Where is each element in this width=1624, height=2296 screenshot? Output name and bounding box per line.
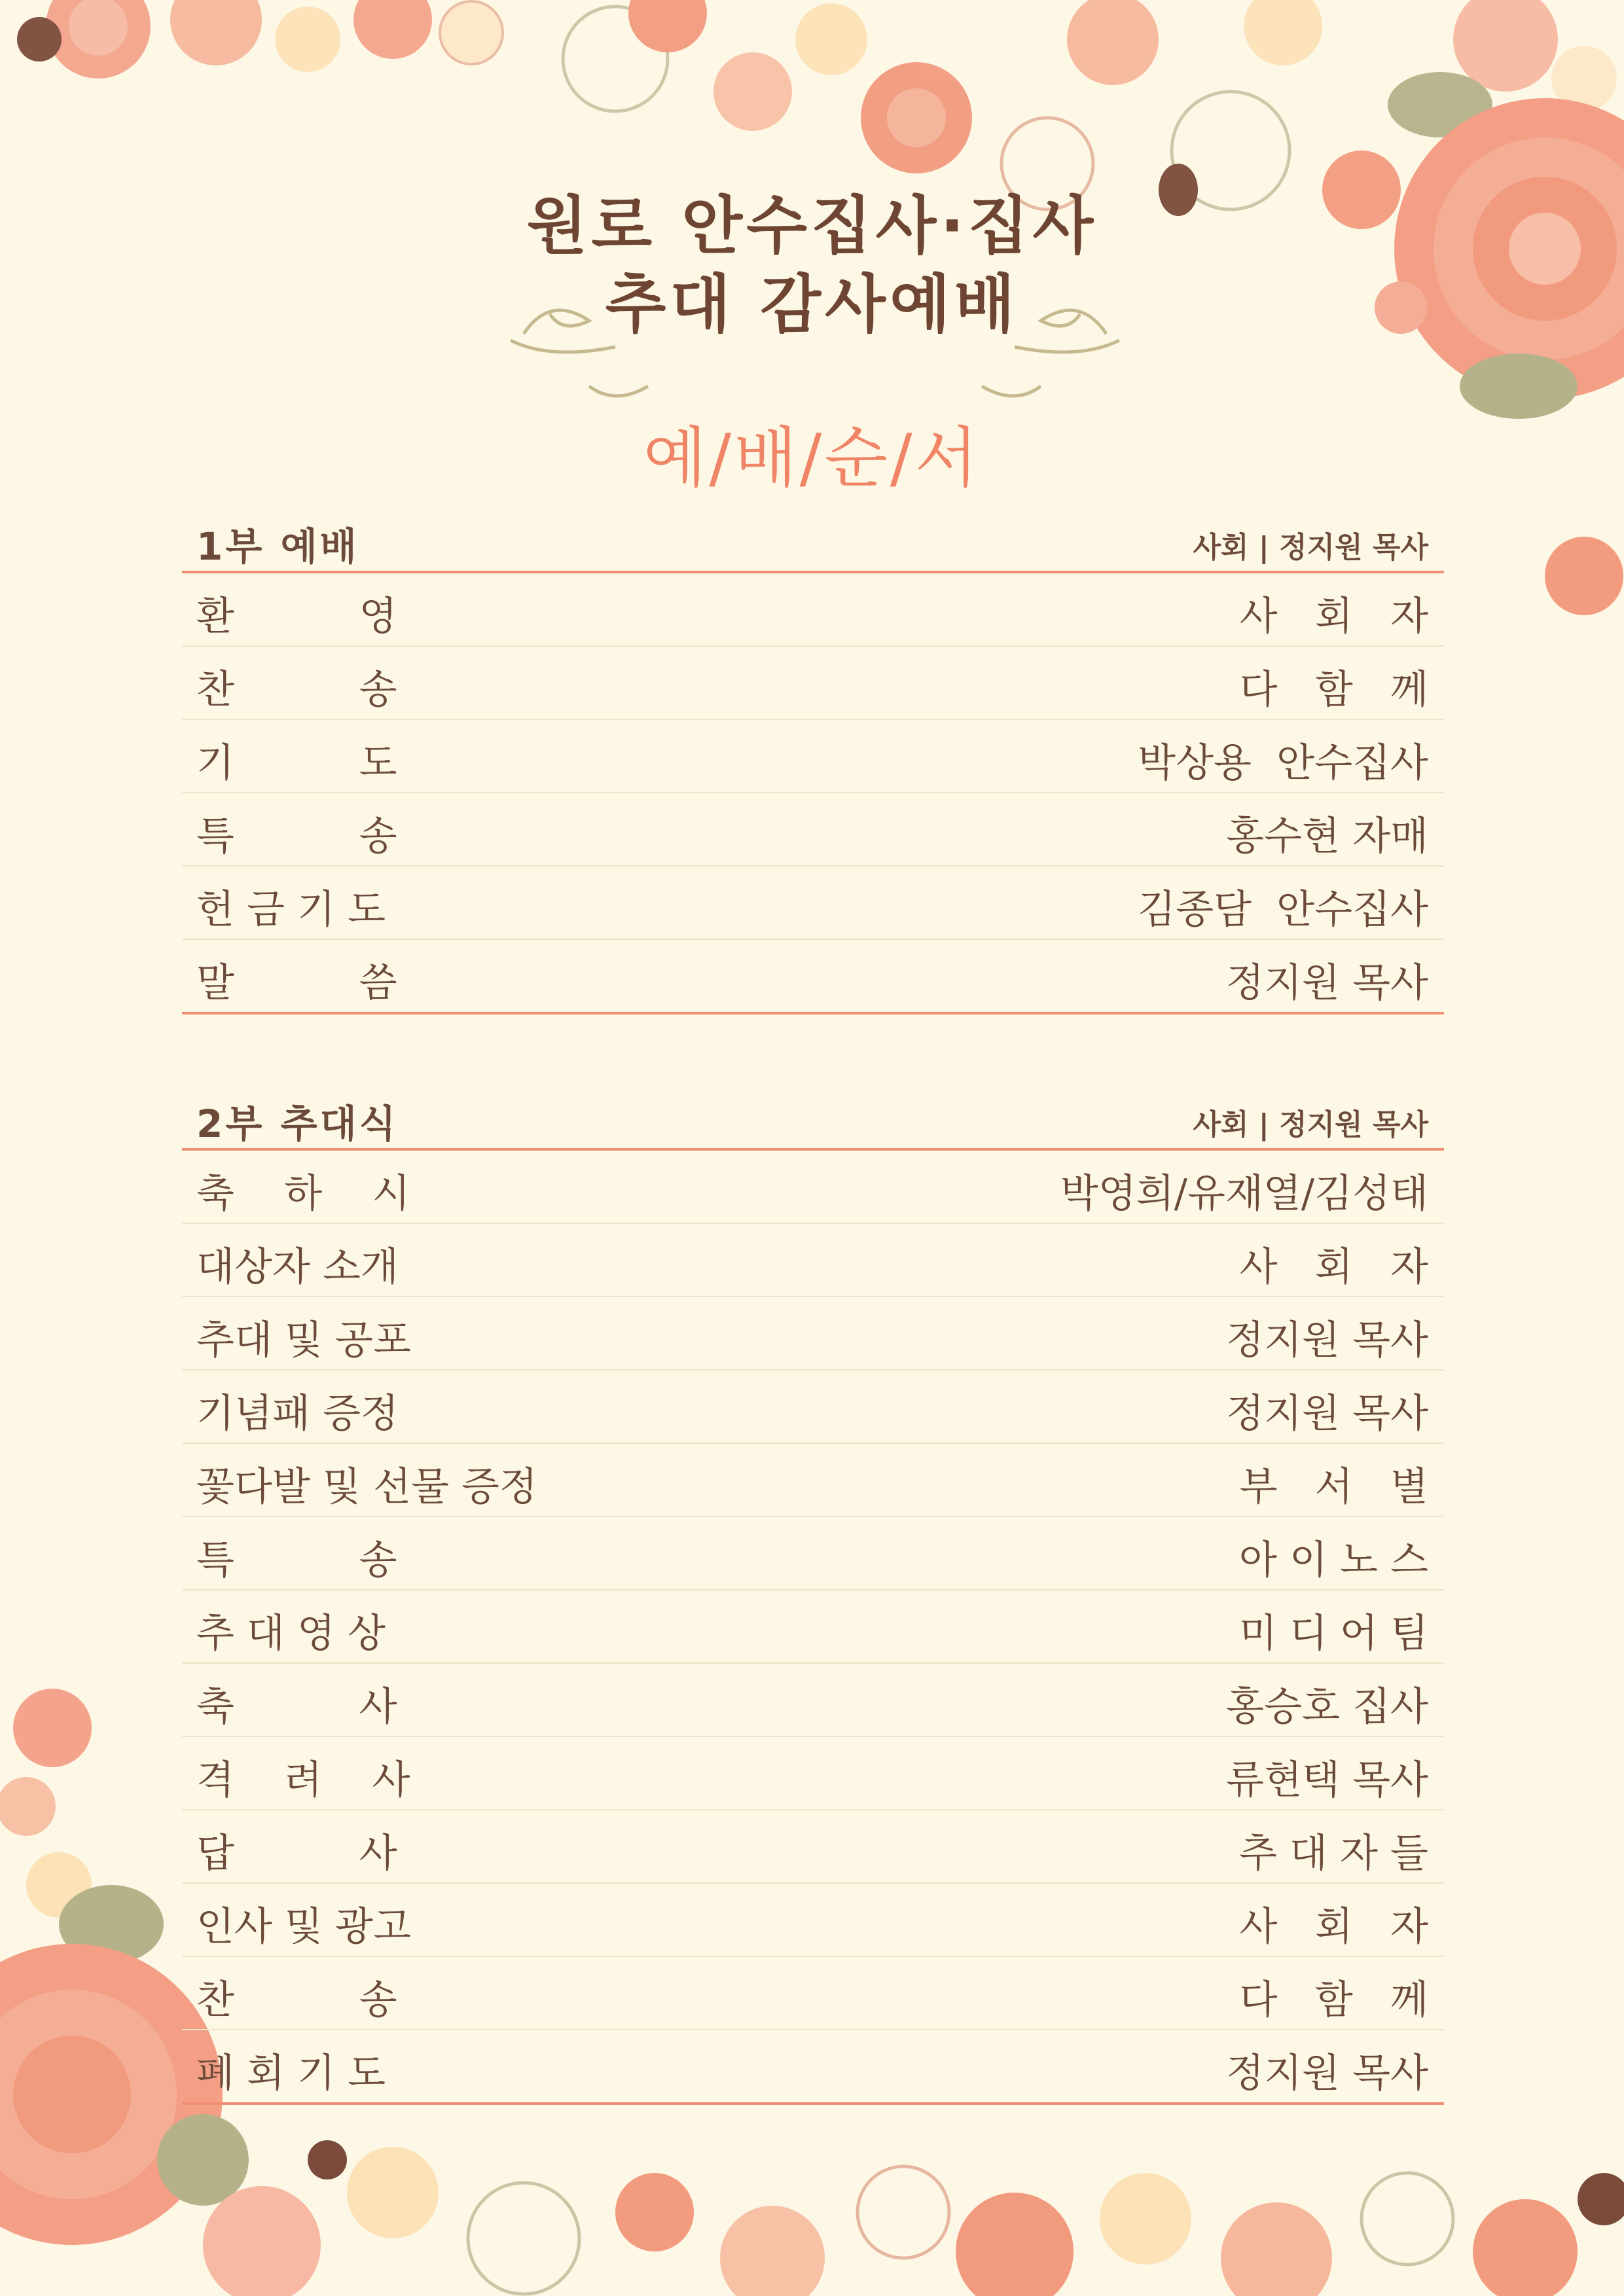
row-label: 헌 금 기 도 — [196, 887, 386, 933]
row-value: 김종담 안수집사 — [1138, 887, 1428, 933]
row-label: 꽃다발 및 선물 증정 — [196, 1464, 537, 1510]
row-label: 특 송 — [196, 1537, 397, 1583]
row-value: 다 함 께 — [1239, 667, 1428, 713]
row-label: 격 려 사 — [196, 1757, 410, 1803]
program-row — [182, 1590, 1444, 1664]
title-line-2: 추대 감사예배 — [605, 268, 1019, 341]
section-title: 1부 예배 — [196, 524, 359, 569]
section-part-1 — [182, 511, 1444, 1014]
program-row — [182, 647, 1444, 720]
program-row — [182, 793, 1444, 867]
row-label: 기 도 — [196, 740, 397, 786]
row-label: 추대 및 공포 — [196, 1318, 411, 1363]
row-value: 정지원 목사 — [1226, 1391, 1428, 1437]
row-value: 홍수현 자매 — [1226, 814, 1428, 859]
program-row — [182, 720, 1444, 793]
program-row — [182, 1664, 1444, 1737]
row-label: 말 씀 — [196, 960, 397, 1006]
section-host: 사회 | 정지원 목사 — [1193, 531, 1428, 564]
row-label: 찬 송 — [196, 1977, 397, 2023]
row-label: 폐 회 기 도 — [196, 2051, 386, 2096]
row-value: 사 회 자 — [1239, 1244, 1428, 1290]
row-value: 사 회 자 — [1239, 594, 1428, 639]
row-value: 추 대 자 들 — [1238, 1831, 1428, 1876]
program-row — [182, 940, 1444, 1014]
program-row — [182, 1224, 1444, 1297]
row-value: 류현택 목사 — [1226, 1757, 1428, 1803]
program-row — [182, 1371, 1444, 1444]
section-title: 2부 추대식 — [196, 1102, 399, 1146]
row-label: 특 송 — [196, 814, 397, 859]
program-row — [182, 1884, 1444, 1957]
section-host: 사회 | 정지원 목사 — [1193, 1108, 1428, 1141]
section-header — [182, 511, 1444, 573]
row-value: 미 디 어 팀 — [1238, 1611, 1428, 1657]
flower-cluster-top-left — [17, 0, 503, 79]
row-label: 추 대 영 상 — [196, 1611, 386, 1657]
row-label: 환 영 — [196, 594, 397, 639]
row-value: 사 회 자 — [1239, 1904, 1428, 1950]
program-row — [182, 2030, 1444, 2105]
program-row — [182, 1737, 1444, 1810]
row-label: 인사 및 광고 — [196, 1904, 411, 1950]
row-label: 찬 송 — [196, 667, 397, 713]
title-line-1: 원로 안수집사·집사 — [526, 189, 1098, 262]
program-row — [182, 573, 1444, 647]
row-label: 축 하 시 — [196, 1171, 410, 1217]
row-label: 대상자 소개 — [196, 1244, 399, 1290]
program-row — [182, 867, 1444, 940]
row-value: 아 이 노 스 — [1238, 1537, 1428, 1583]
program-row — [182, 1151, 1444, 1224]
subtitle: 예/배/순/서 — [643, 420, 981, 496]
program-row — [182, 1957, 1444, 2030]
row-value: 다 함 께 — [1239, 1977, 1428, 2023]
row-value: 정지원 목사 — [1226, 1318, 1428, 1363]
row-value: 박영희/유재열/김성태 — [1060, 1171, 1428, 1217]
row-value: 부 서 별 — [1239, 1464, 1428, 1510]
program-row — [182, 1517, 1444, 1590]
row-value: 정지원 목사 — [1226, 960, 1428, 1006]
program-row — [182, 1297, 1444, 1371]
row-label: 답 사 — [196, 1831, 397, 1876]
row-value: 홍승호 집사 — [1226, 1684, 1428, 1730]
row-value: 박상용 안수집사 — [1138, 740, 1428, 786]
row-label: 축 사 — [196, 1684, 397, 1730]
section-part-2 — [182, 1088, 1444, 2105]
program-row — [182, 1444, 1444, 1517]
section-header — [182, 1088, 1444, 1151]
row-value: 정지원 목사 — [1226, 2051, 1428, 2096]
flower-cluster-bottom — [203, 2140, 1624, 2296]
program-row — [182, 1810, 1444, 1884]
row-label: 기념패 증정 — [196, 1391, 399, 1437]
